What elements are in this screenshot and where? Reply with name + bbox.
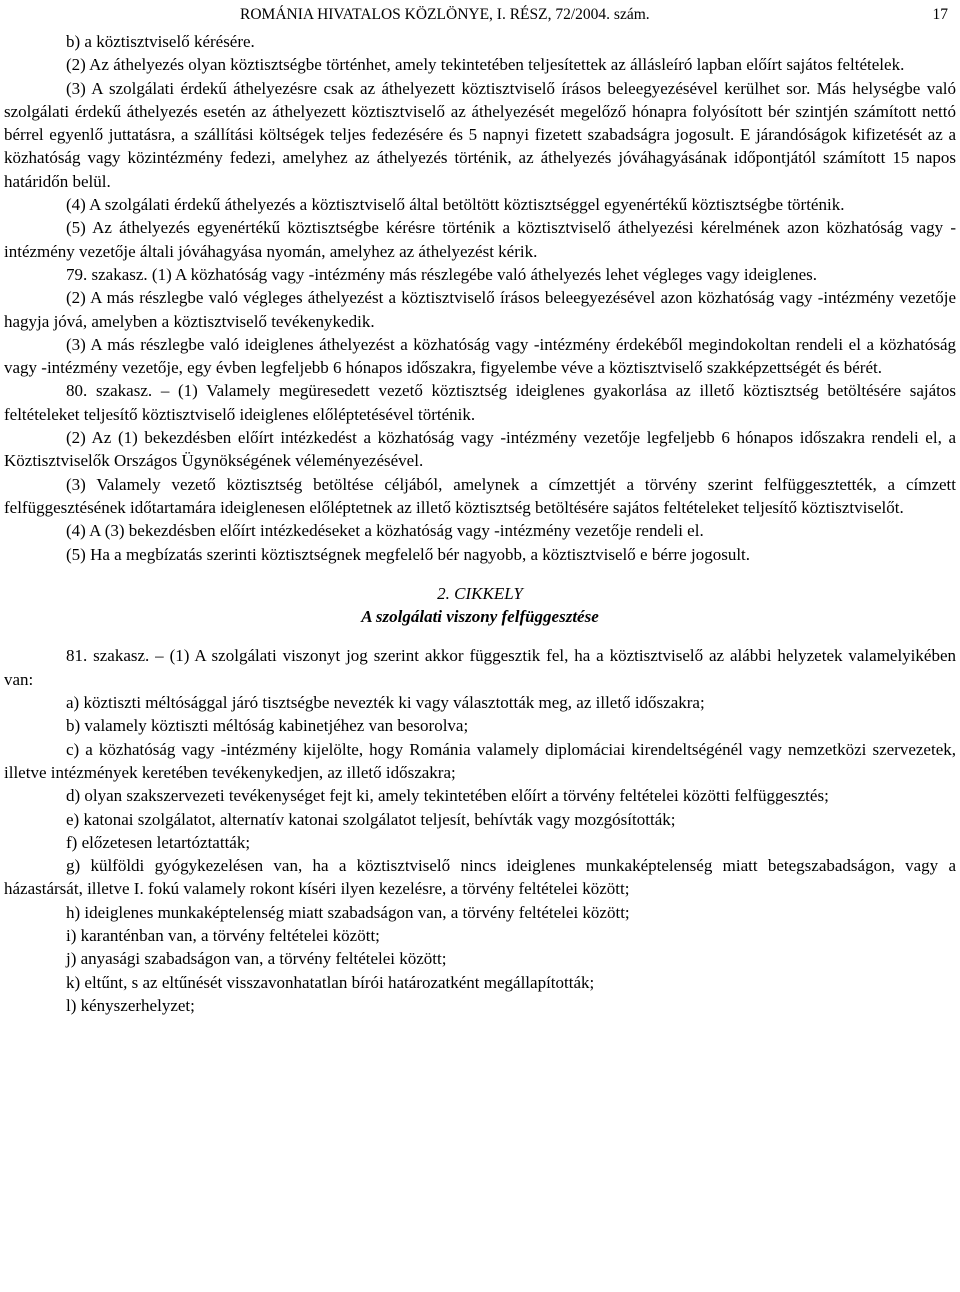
paragraph: (4) A szolgálati érdekű áthelyezés a köztisztviselő által betöltött köztisztséggel egyenértékű köztisztségbe történik. — [66, 195, 845, 215]
list-item: h) ideiglenes munkaképtelenség miatt szabadságon van, a törvény feltételei között; — [66, 902, 630, 922]
list-item: f) előzetesen letartóztatták; — [66, 832, 251, 852]
chapter-number: 2. CIKKELY — [437, 583, 523, 603]
list-item: a) köztiszti méltósággal járó tisztségbe nevezték ki vagy választották meg, az illető időszakra; — [66, 693, 705, 713]
list-item: l) kényszerhelyzet; — [66, 995, 195, 1015]
paragraph: (4) A (3) bekezdésben előírt intézkedéseket a közhatóság vagy -intézmény vezetője rendeli el. — [66, 521, 704, 541]
page-header — [4, 0, 956, 30]
list-item: e) katonai szolgálatot, alternatív katonai szolgálatot teljesít, behívták vagy mozgósították; — [66, 809, 676, 829]
paragraph: (5) Ha a megbízatás szerinti köztisztségnek megfelelő bér nagyobb, a köztisztviselő e bérre jogosult. — [66, 544, 751, 564]
paragraph: 81. szakasz. – (1) A szolgálati viszonyt jog szerint akkor függesztik fel, ha a köztisztviselő az alábbi helyzetek valamelyikében van: — [4, 646, 956, 689]
list-item: b) valamely köztiszti méltóság kabinetjéhez van besorolva; — [66, 716, 469, 736]
paragraph: 79. szakasz. (1) A közhatóság vagy -intézmény más részlegébe való áthelyezés lehet végleges vagy ideiglenes. — [66, 264, 818, 284]
list-item: g) külföldi gyógykezelésen van, ha a köztisztviselő nincs ideiglenes munkaképtelenség miatt betegszabadságon, vagy a házastársát, illetve I. fokú valamely rokont kíséri ilyen kezelésre, a törvény feltételei között; — [4, 856, 956, 899]
paragraph: (2) A más részlegbe való végleges áthelyezést a köztisztviselő írásos beleegyezésével azon közhatóság vagy -intézmény vezetője hagyja jóvá, amelyben a köztisztviselő tevékenykedik. — [4, 288, 956, 331]
list-item: i) karanténban van, a törvény feltételei között; — [66, 925, 380, 945]
paragraph: (3) Valamely vezető köztisztség betöltése céljából, amelynek a címzettjét a törvény szerint felfüggesztették, a címzett felfüggesztésének időtartamára ideiglenesen előléptetnek az illető köztisztség betöltésére sajátos feltételeket teljesítő köztisztviselőt. — [4, 474, 956, 517]
paragraph: (3) A szolgálati érdekű áthelyezésre csak az áthelyezett köztisztviselő írásos beleegyezésével kerülhet sor. Más helységbe való szolgálati érdekű áthelyezés esetén az áthelyezett köztisztviselő az áthelyezését megelőző hónapra folyósított bér szintjén számított nettó bérrel egyenlő juttatásra, a szállítási költségek teljes fedezésére és 5 napnyi fizetett szabadságra jogosult. E járandóságok kifizetését az a közhatóság vagy közintézmény fedezi, amelyhez az áthelyezés történik, az áthelyezés jóváhagyásának időpontjától számított 15 napos határidőn belül. — [4, 78, 956, 191]
paragraph: (2) Az áthelyezés olyan köztisztségbe történhet, amely tekintetében teljesítettek az állásleíró lapban előírt sajátos feltételek. — [66, 55, 905, 75]
list-item: d) olyan szakszervezeti tevékenységet fejt ki, amely tekintetében előírt a törvény feltételei közötti felfüggesztés; — [66, 786, 829, 806]
paragraph: b) a köztisztviselő kérésére. — [66, 32, 255, 51]
paragraph: 80. szakasz. – (1) Valamely megüresedett vezető köztisztség ideiglenes gyakorlása az illető köztisztség betöltésére sajátos feltételeket teljesítő köztisztviselő ideiglenes előléptetésével történik. — [4, 381, 956, 424]
document-body — [4, 30, 956, 1017]
list-item: j) anyasági szabadságon van, a törvény feltételei között; — [66, 949, 447, 969]
paragraph: (5) Az áthelyezés egyenértékű köztisztségbe kérésre történik a köztisztviselő áthelyezési kérelmének azon közhatóság vagy -intézmény vezetője általi jóváhagyása nyomán, amelyhez az áthelyezést kérik. — [4, 218, 956, 261]
gazette-title: ROMÁNIA HIVATALOS KÖZLÖNYE, I. RÉSZ, 72/2004. szám. — [240, 6, 650, 23]
list-item: c) a közhatóság vagy -intézmény kijelölte, hogy Románia valamely diplomáciai kirendeltségénél vagy nemzetközi szervezetek, illetve intézmények keretében tevékenykedjen, az illető időszakra; — [4, 739, 956, 782]
paragraph: (2) Az (1) bekezdésben előírt intézkedést a közhatóság vagy -intézmény vezetője legfeljebb 6 hónapos időszakra rendeli el, a Köztisztviselők Országos Ügynökségének véleményezésével. — [4, 428, 956, 471]
paragraph: (3) A más részlegbe való ideiglenes áthelyezést a közhatóság vagy -intézmény érdekéből megindokoltan rendeli el a közhatóság vagy -intézmény vezetője, egy évben legfeljebb 6 hónapos időszakra, figyelembe véve a köztisztviselő szakképzettségét és bérét. — [4, 334, 956, 378]
chapter-title: A szolgálati viszony felfüggesztése — [361, 607, 599, 627]
list-item: k) eltűnt, s az eltűnését visszavonhatatlan bírói határozatként megállapították; — [66, 972, 595, 992]
page-number: 17 — [932, 6, 948, 23]
